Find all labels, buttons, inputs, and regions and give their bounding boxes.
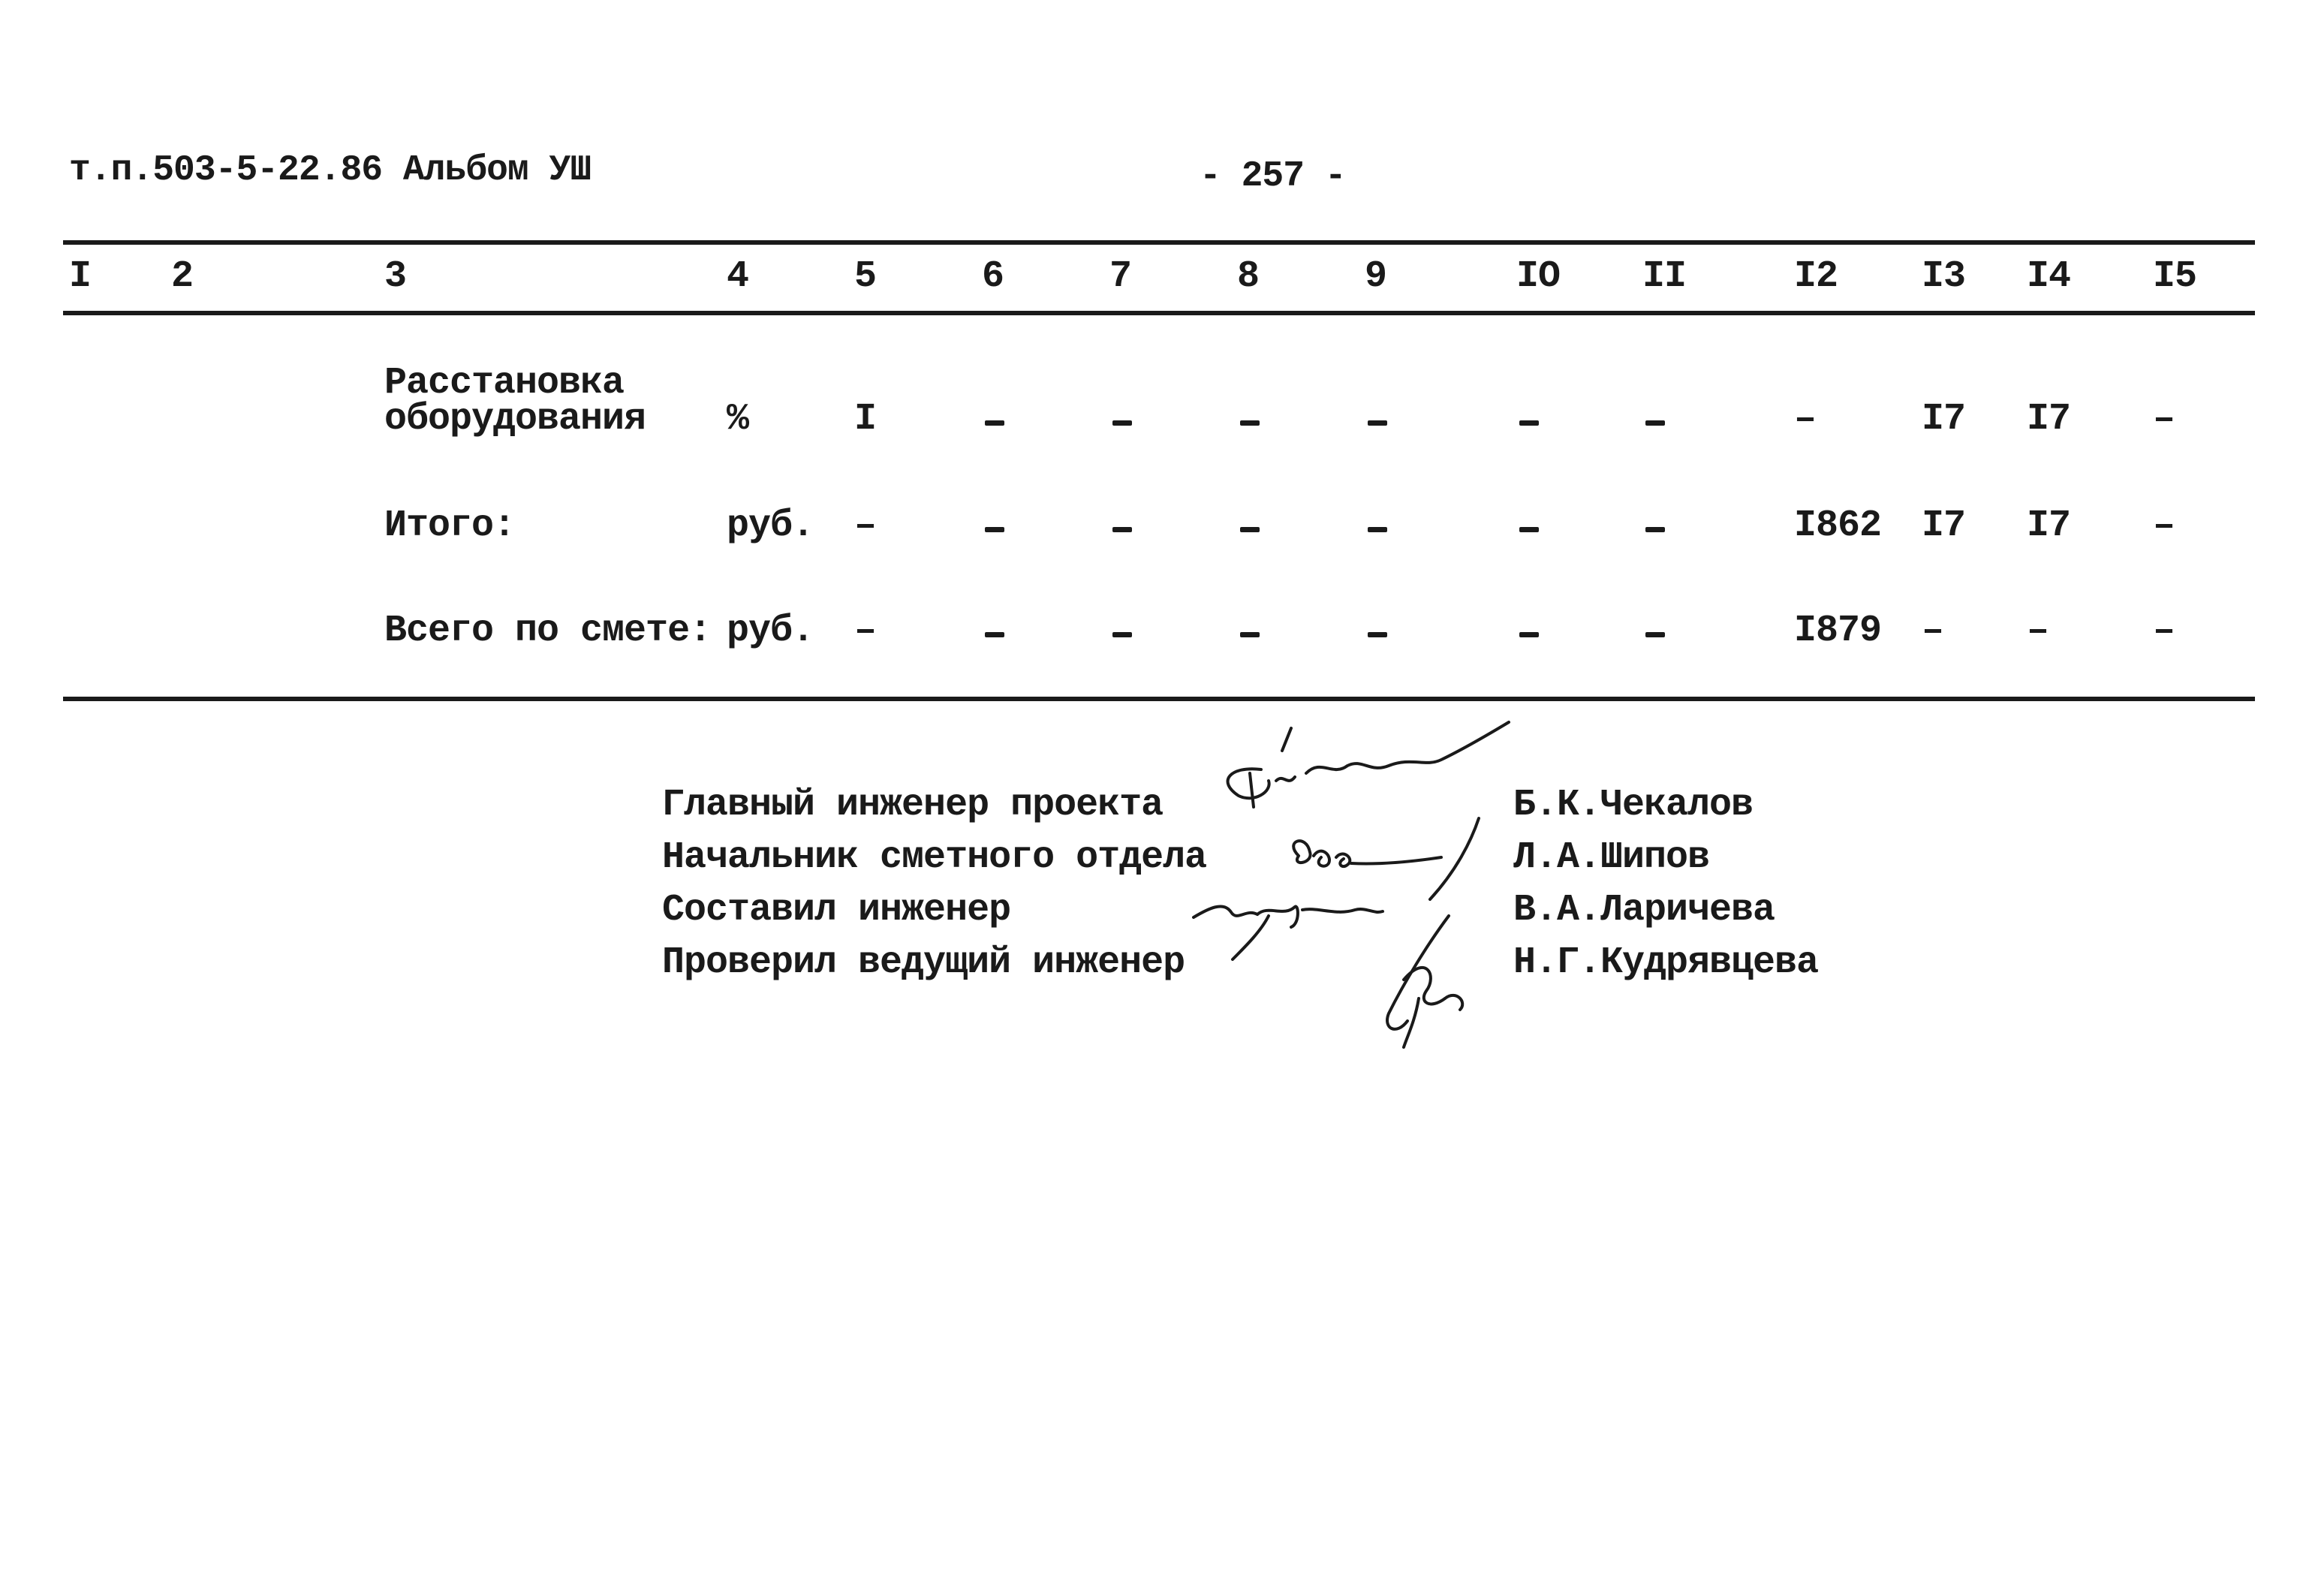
signature-title: Начальник сметного отдела — [662, 836, 1207, 879]
row-unit: руб. — [727, 504, 814, 547]
empty-cell-dash — [1519, 527, 1539, 532]
signature-chief-engineer — [1201, 721, 1516, 826]
column-header: I4 — [2027, 255, 2071, 298]
signature-title: Проверил ведущий инженер — [662, 941, 1185, 984]
empty-cell-dash — [1112, 527, 1132, 532]
empty-cell-dash — [1112, 420, 1132, 426]
empty-cell-dash — [1368, 632, 1387, 637]
column-header: IO — [1516, 255, 1561, 298]
column-header: 5 — [854, 255, 877, 298]
column-header: 8 — [1237, 255, 1260, 298]
signatory-name: Л.А.Шипов — [1513, 836, 1710, 879]
column-header: 7 — [1109, 255, 1132, 298]
row-name: Расстановка — [384, 362, 625, 405]
column-header: 6 — [982, 255, 1004, 298]
row-unit: % — [727, 398, 749, 441]
table-header-rule — [63, 311, 2255, 315]
cell-col13: I7 — [1922, 504, 1966, 547]
signature-title: Главный инженер проекта — [662, 784, 1164, 827]
empty-cell-dash — [1645, 527, 1665, 532]
empty-cell-dash — [1240, 527, 1260, 532]
column-header: 4 — [727, 255, 749, 298]
row-unit: руб. — [727, 610, 814, 652]
cell-col12: – — [1794, 398, 1817, 441]
row-name: Итого: — [384, 504, 516, 547]
column-header: I — [69, 255, 92, 298]
empty-cell-dash — [1240, 632, 1260, 637]
document-reference: т.п.503-5-22.86 Альбом УШ — [69, 150, 592, 191]
signature-compiling-engineer — [1186, 871, 1396, 961]
column-header: 2 — [171, 255, 194, 298]
cell-col15: – — [2153, 610, 2175, 652]
cell-col5: – — [854, 504, 877, 547]
signatory-name: Н.Г.Кудрявцева — [1513, 941, 1819, 984]
cell-col14: – — [2027, 610, 2049, 652]
empty-cell-dash — [985, 632, 1004, 637]
empty-cell-dash — [1519, 632, 1539, 637]
cell-col13: – — [1922, 610, 1944, 652]
column-header: I2 — [1794, 255, 1838, 298]
signatory-name: Б.К.Чекалов — [1513, 784, 1754, 827]
empty-cell-dash — [985, 527, 1004, 532]
table-bottom-rule — [63, 697, 2255, 701]
cell-col14: I7 — [2027, 504, 2071, 547]
column-header: II — [1642, 255, 1687, 298]
cell-col5: I — [854, 398, 877, 441]
cell-col12: I879 — [1794, 610, 1882, 652]
column-header: I3 — [1922, 255, 1966, 298]
empty-cell-dash — [1368, 527, 1387, 532]
row-name-continued: оборудования — [384, 398, 646, 441]
empty-cell-dash — [1240, 420, 1260, 426]
column-header: 3 — [384, 255, 407, 298]
column-header: 9 — [1365, 255, 1387, 298]
empty-cell-dash — [1368, 420, 1387, 426]
empty-cell-dash — [1645, 420, 1665, 426]
signature-title: Составил инженер — [662, 889, 1011, 932]
table-top-rule — [63, 240, 2255, 245]
empty-cell-dash — [985, 420, 1004, 426]
cell-col5: – — [854, 610, 877, 652]
row-name: Всего по смете: — [384, 610, 712, 652]
cell-col14: I7 — [2027, 398, 2071, 441]
empty-cell-dash — [1645, 632, 1665, 637]
signature-checking-engineer — [1374, 908, 1494, 1051]
column-header: I5 — [2153, 255, 2197, 298]
signatory-name: В.А.Ларичева — [1513, 889, 1775, 932]
cell-col15: – — [2153, 398, 2175, 441]
cell-col12: I862 — [1794, 504, 1882, 547]
empty-cell-dash — [1112, 632, 1132, 637]
cell-col15: – — [2153, 504, 2175, 547]
cell-col13: I7 — [1922, 398, 1966, 441]
page-number: - 257 - — [1200, 156, 1346, 197]
empty-cell-dash — [1519, 420, 1539, 426]
